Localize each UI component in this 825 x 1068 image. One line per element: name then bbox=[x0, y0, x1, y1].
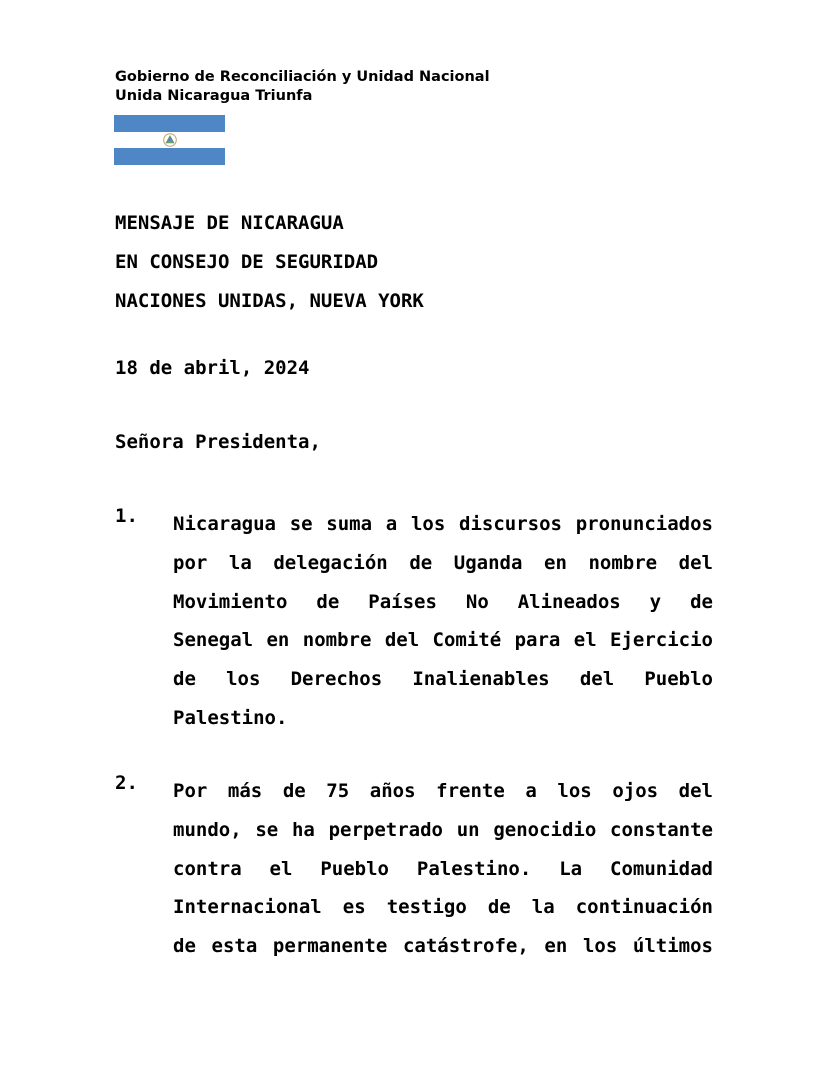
title-line-3: NACIONES UNIDAS, NUEVA YORK bbox=[115, 290, 424, 312]
paragraph-line: Palestino. bbox=[173, 706, 288, 729]
paragraph-line: por la delegación de Uganda en nombre del bbox=[173, 551, 713, 574]
paragraph-line: mundo, se ha perpetrado un genocidio constante bbox=[173, 818, 713, 841]
paragraph-line: de los Derechos Inalienables del Pueblo bbox=[173, 668, 713, 691]
nicaragua-flag bbox=[114, 115, 225, 165]
paragraph-line: de esta permanente catástrofe, en los últimos bbox=[173, 935, 713, 958]
header-line-2: Unida Nicaragua Triunfa bbox=[115, 88, 313, 104]
title-line-1: MENSAJE DE NICARAGUA bbox=[115, 212, 344, 234]
title-line-2: EN CONSEJO DE SEGURIDAD bbox=[115, 251, 379, 273]
flag-bottom-band bbox=[114, 148, 225, 165]
header-line-1: Gobierno de Reconciliación y Unidad Nacional bbox=[115, 69, 490, 85]
paragraph-line: Por más de 75 años frente a los ojos del bbox=[173, 780, 713, 802]
paragraph-number: 1. bbox=[115, 505, 138, 527]
paragraph-line: Movimiento de Países No Alineados y de bbox=[173, 590, 713, 613]
nicaragua-coat-of-arms-icon bbox=[163, 133, 177, 147]
paragraph-line: Nicaragua se suma a los discursos pronunciados bbox=[173, 513, 713, 535]
government-header bbox=[115, 68, 490, 106]
paragraph-line: Internacional es testigo de la continuación bbox=[173, 896, 713, 919]
paragraph-text bbox=[173, 772, 713, 966]
paragraph-line: contra el Pueblo Palestino. La Comunidad bbox=[173, 857, 713, 880]
paragraph-text bbox=[173, 505, 713, 738]
paragraph-line: Senegal en nombre del Comité para el Ejercicio bbox=[173, 629, 713, 652]
flag-top-band bbox=[114, 115, 225, 132]
paragraph-number: 2. bbox=[115, 772, 138, 794]
salutation: Señora Presidenta, bbox=[115, 431, 321, 453]
document-title bbox=[115, 204, 424, 321]
document-date: 18 de abril, 2024 bbox=[115, 357, 310, 379]
